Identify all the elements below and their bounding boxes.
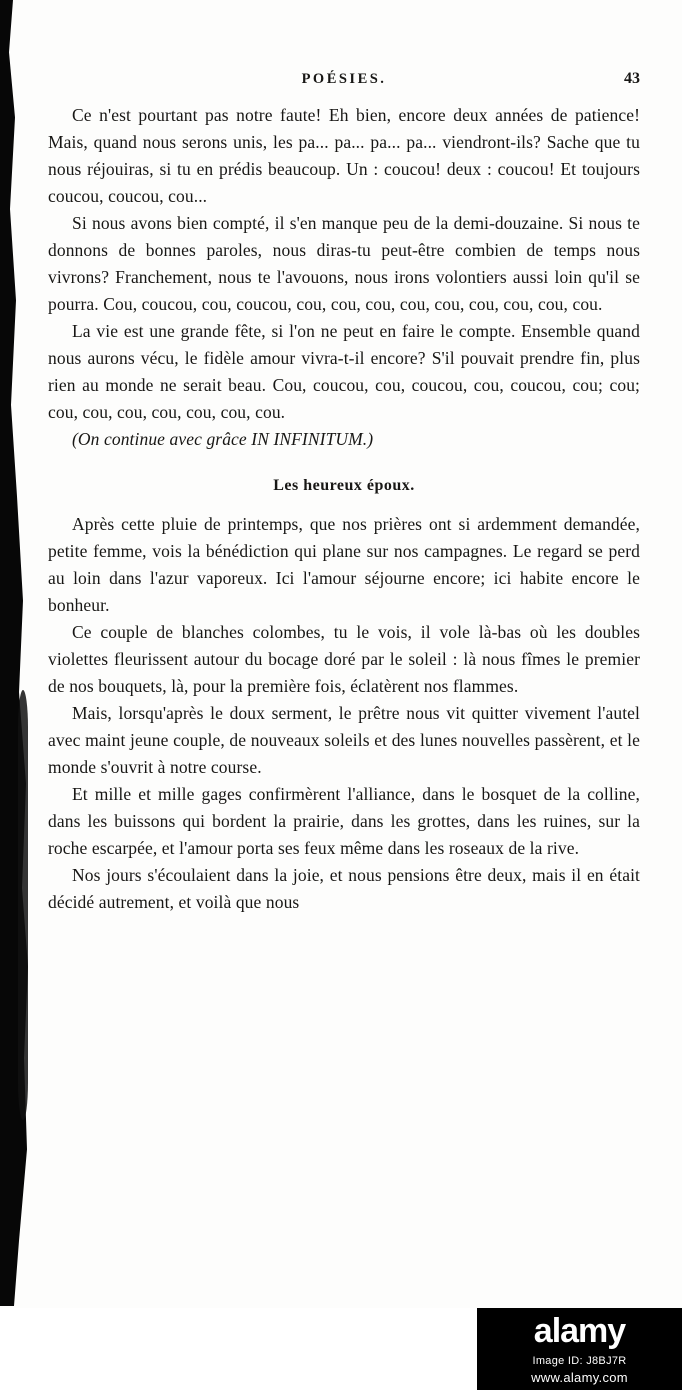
- paragraph: Et mille et mille gages confirmèrent l'alliance, dans le bosquet de la colline, dans les buissons qui bordent la prairie, dans les grottes, dans les ruines, sur la roche escarpée, et l'amour porta ses feux même dans les roseaux de la rive.: [48, 784, 640, 858]
- binding-shadow: [0, 0, 32, 1306]
- section-heading: Les heureux époux.: [273, 477, 415, 494]
- alamy-logo: alamy: [533, 1311, 626, 1350]
- alamy-watermark: [477, 1308, 682, 1390]
- paragraph: Ce n'est pourtant pas notre faute! Eh bien, encore deux années de patience! Mais, quand nous serons unis, les pa... pa... pa... pa... viendront-ils? Sache que tu nous réjouiras, si tu en prédis beaucoup. Un : coucou! deux : coucou! Et toujours coucou, coucou, cou...: [48, 105, 640, 206]
- watermark-image-id: Image ID: J8BJ7R: [532, 1354, 627, 1367]
- paragraph: Nos jours s'écoulaient dans la joie, et nous pensions être deux, mais il en était décidé autrement, et voilà que nous: [48, 865, 640, 912]
- continuation-note: (On continue avec grâce IN INFINITUM.): [72, 429, 374, 449]
- paragraph: Mais, lorsqu'après le doux serment, le prêtre nous vit quitter vivement l'autel avec maint jeune couple, de nouveaux soleils et des lunes nouvelles passèrent, et le monde s'ouvrit à notre course.: [48, 703, 640, 777]
- watermark-url: www.alamy.com: [531, 1369, 628, 1385]
- page-header-title: POÉSIES.: [301, 71, 387, 87]
- binding-smudge: [18, 690, 28, 1120]
- paragraph: Si nous avons bien compté, il s'en manque peu de la demi-douzaine. Si nous te donnons de bonnes paroles, nous diras-tu peut-être combien de temps nous vivrons? Franchement, nous te l'avouons, nous irons volontiers aussi loin qu'il se pourra. Cou, coucou, cou, coucou, cou, cou, cou, cou, cou, cou, cou, cou, cou.: [48, 213, 640, 314]
- page-content: [48, 70, 640, 916]
- paragraph: La vie est une grande fête, si l'on ne peut en faire le compte. Ensemble quand nous aurons vécu, le fidèle amour vivra-t-il encore? S'il pouvait prendre fin, plus rien au monde ne serait beau. Cou, coucou, cou, coucou, cou, coucou, cou; cou; cou, cou, cou, cou, cou, cou, cou.: [48, 321, 640, 422]
- running-head: [48, 70, 640, 88]
- paragraph: Après cette pluie de printemps, que nos prières ont si ardemment demandée, petite femme, vois la bénédiction qui plane sur nos campagnes. Le regard se perd au loin dans l'azur vaporeux. Ici l'amour séjourne encore; ici habite encore le bonheur.: [48, 514, 640, 615]
- paragraph: Ce couple de blanches colombes, tu le vois, il vole là-bas où les doubles violettes fleurissent autour du bocage doré par le soleil : là nous fîmes le premier de nos bouquets, là, pour la première fois, éclatèrent nos flammes.: [48, 622, 640, 696]
- watermark-strip: [0, 1308, 682, 1390]
- page-number: 43: [624, 70, 640, 87]
